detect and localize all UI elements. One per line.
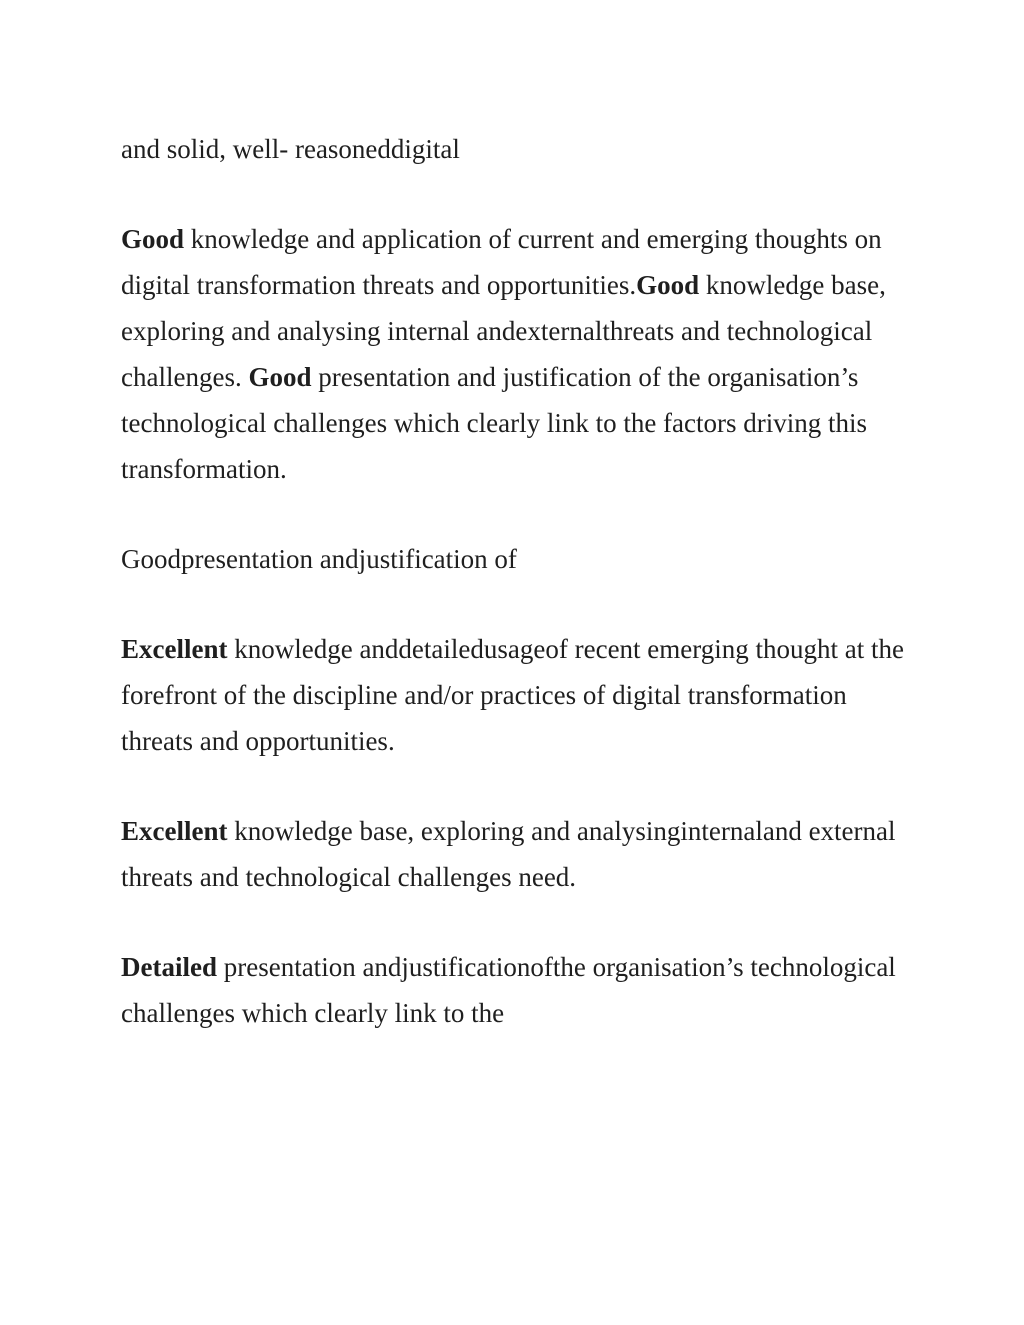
paragraph-5-text: knowledge base, exploring and analysinginternaland external threats and technological challenges need. bbox=[121, 816, 896, 892]
paragraph-2-text-2: knowledge base, exploring and analysing internal andexternalthreats and technological challenges. bbox=[121, 270, 886, 392]
paragraph-2-text-1: knowledge and application of current and emerging thoughts on digital transformation threats and opportunities. bbox=[121, 224, 882, 300]
paragraph-4-text: knowledge anddetailedusageof recent emerging thought at the forefront of the discipline and/or practices of digital transformation threats and opportunities. bbox=[121, 634, 905, 756]
paragraph-3-text: Goodpresentation andjustification of bbox=[121, 544, 517, 574]
document-page bbox=[121, 126, 911, 1080]
paragraph-2-text-3: presentation and justification of the organisation’s technological challenges which clearly link to the factors driving this transformation. bbox=[121, 362, 868, 484]
paragraph-2-bold-1: Good bbox=[121, 224, 185, 254]
paragraph-4 bbox=[121, 626, 911, 764]
paragraph-6-bold: Detailed bbox=[121, 952, 217, 982]
paragraph-1 bbox=[121, 126, 911, 172]
paragraph-5 bbox=[121, 808, 911, 900]
paragraph-2-bold-2: Good bbox=[636, 270, 700, 300]
paragraph-3 bbox=[121, 536, 911, 582]
paragraph-1-text: and solid, well- reasoneddigital bbox=[121, 134, 460, 164]
paragraph-4-bold: Excellent bbox=[121, 634, 228, 664]
paragraph-2-bold-3: Good bbox=[248, 362, 312, 392]
paragraph-5-bold: Excellent bbox=[121, 816, 228, 846]
paragraph-6-text: presentation andjustificationofthe organisation’s technological challenges which clearly link to the bbox=[121, 952, 896, 1028]
paragraph-2 bbox=[121, 216, 911, 492]
paragraph-6 bbox=[121, 944, 911, 1036]
